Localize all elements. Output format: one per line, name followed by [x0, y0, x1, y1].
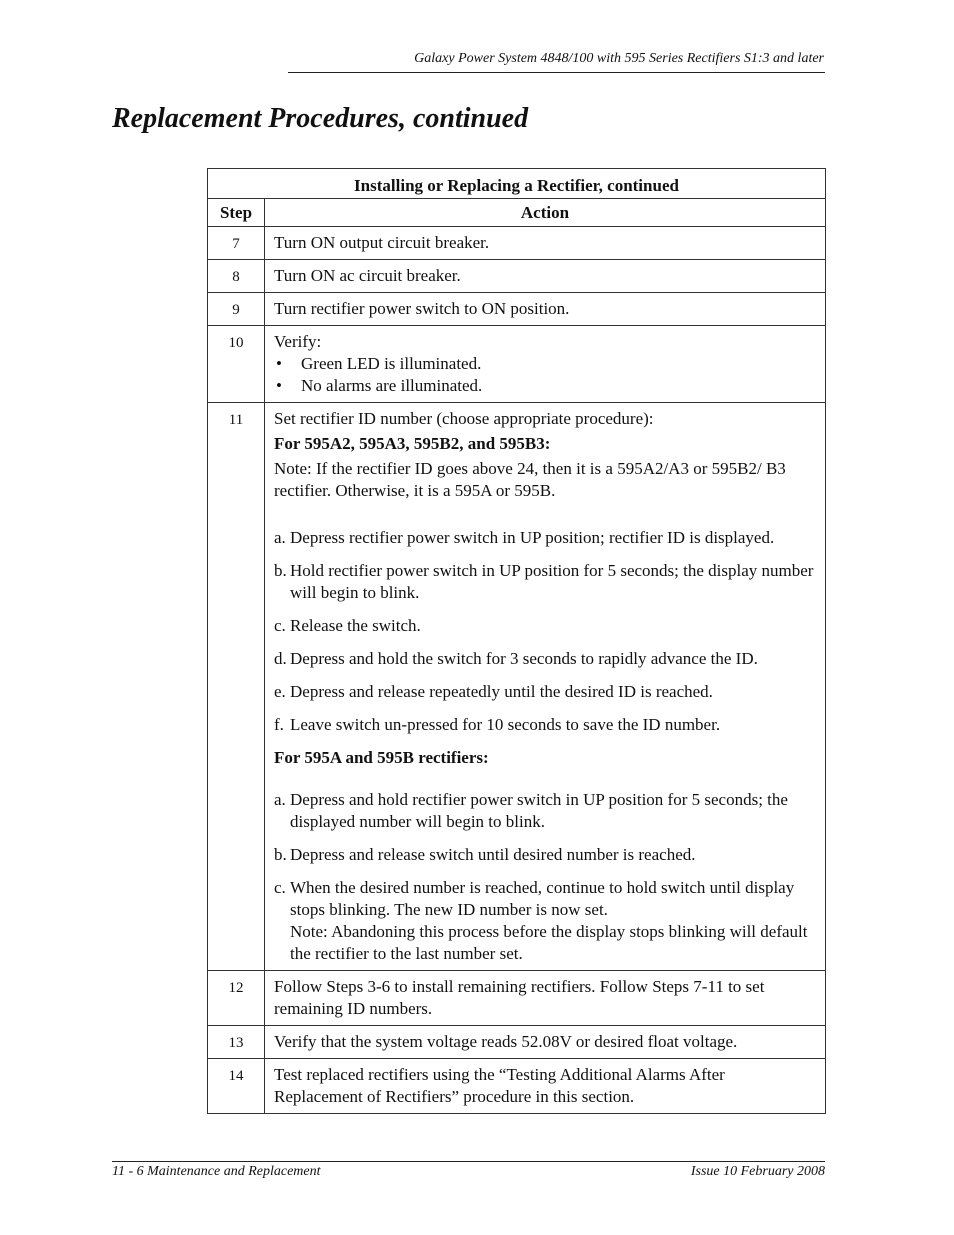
list-marker: d.: [274, 649, 287, 668]
step-action: Test replaced rectifiers using the “Testing Additional Alarms After Replacement of Rectifiers” procedure in this section.: [265, 1059, 826, 1114]
list-item: [274, 560, 815, 604]
procedure-heading: For 595A2, 595A3, 595B2, and 595B3:: [274, 434, 551, 453]
footer-section: 11 - 6 Maintenance and Replacement: [112, 1164, 321, 1179]
list-marker: a.: [274, 790, 286, 809]
list-text: Depress and hold the switch for 3 seconds to rapidly advance the ID.: [290, 649, 758, 668]
list-marker: b.: [274, 845, 287, 864]
bullet-marker: •: [276, 376, 282, 395]
step-action: Turn rectifier power switch to ON position.: [265, 293, 826, 326]
procedure-intro: Set rectifier ID number (choose appropriate procedure):: [274, 409, 654, 428]
page-footer: [112, 1161, 825, 1179]
step-number: 11: [208, 403, 265, 971]
step-action: [265, 326, 826, 403]
procedure-table: [207, 168, 826, 1114]
table-row: [208, 971, 826, 1026]
table-row: [208, 326, 826, 403]
step-action: [265, 403, 826, 971]
procedure-heading: For 595A and 595B rectifiers:: [274, 748, 489, 767]
bullet-text: Green LED is illuminated.: [301, 354, 482, 373]
list-marker: f.: [274, 715, 284, 734]
step-action: Verify that the system voltage reads 52.08V or desired float voltage.: [265, 1026, 826, 1059]
table-row: [208, 227, 826, 260]
bullet-marker: •: [276, 354, 282, 373]
list-text: Depress and release repeatedly until the desired ID is reached.: [290, 682, 713, 701]
step-action: Follow Steps 3-6 to install remaining rectifiers. Follow Steps 7-11 to set remaining ID numbers.: [265, 971, 826, 1026]
column-header-action: Action: [265, 199, 826, 227]
list-item: [274, 789, 815, 833]
step-number: 12: [208, 971, 265, 1026]
table-caption: Installing or Replacing a Rectifier, continued: [208, 169, 826, 199]
list-marker: b.: [274, 561, 287, 580]
list-marker: c.: [274, 616, 286, 635]
step-number: 10: [208, 326, 265, 403]
list-text: Depress and hold rectifier power switch in UP position for 5 seconds; the displayed number will begin to blink.: [290, 790, 788, 831]
page-title: Replacement Procedures, continued: [112, 103, 529, 134]
bullet-item: [274, 353, 815, 375]
list-text: Hold rectifier power switch in UP position for 5 seconds; the display number will begin to blink.: [290, 561, 814, 602]
list-text: Release the switch.: [290, 616, 421, 635]
step-action: Turn ON ac circuit breaker.: [265, 260, 826, 293]
list-text: Depress and release switch until desired number is reached.: [290, 845, 696, 864]
bullet-text: No alarms are illuminated.: [301, 376, 483, 395]
list-item: [274, 714, 815, 736]
table-row: [208, 1059, 826, 1114]
list-text: When the desired number is reached, continue to hold switch until display stops blinking. The new ID number is now set.: [290, 878, 795, 919]
list-item: [274, 527, 815, 549]
step-number: 7: [208, 227, 265, 260]
running-title: Galaxy Power System 4848/100 with 595 Series Rectifiers S1:3 and later: [414, 51, 824, 66]
step-number: 13: [208, 1026, 265, 1059]
list-text: Leave switch un-pressed for 10 seconds to save the ID number.: [290, 715, 721, 734]
step-action: Turn ON output circuit breaker.: [265, 227, 826, 260]
verify-intro: Verify:: [274, 332, 322, 351]
list-marker: e.: [274, 682, 286, 701]
procedure-note: Note: If the rectifier ID goes above 24, then it is a 595A2/A3 or 595B2/ B3 rectifier. Otherwise, it is a 595A or 595B.: [274, 459, 786, 500]
footer-issue: Issue 10 February 2008: [690, 1164, 825, 1179]
step-number: 9: [208, 293, 265, 326]
step-number: 8: [208, 260, 265, 293]
list-marker: a.: [274, 528, 286, 547]
table-row: [208, 403, 826, 971]
table-row: [208, 260, 826, 293]
list-item: [274, 615, 815, 637]
step-number: 14: [208, 1059, 265, 1114]
list-item: [274, 844, 815, 866]
header-rule: [288, 72, 825, 73]
list-item: [274, 681, 815, 703]
procedure-note: Note: Abandoning this process before the display stops blinking will default the rectifier to the last number set.: [290, 922, 808, 963]
list-item: [274, 877, 815, 965]
table-row: [208, 293, 826, 326]
bullet-item: [274, 375, 815, 397]
column-header-step: Step: [208, 199, 265, 227]
table-row: [208, 1026, 826, 1059]
list-item: [274, 648, 815, 670]
list-text: Depress rectifier power switch in UP position; rectifier ID is displayed.: [290, 528, 775, 547]
list-marker: c.: [274, 878, 286, 897]
